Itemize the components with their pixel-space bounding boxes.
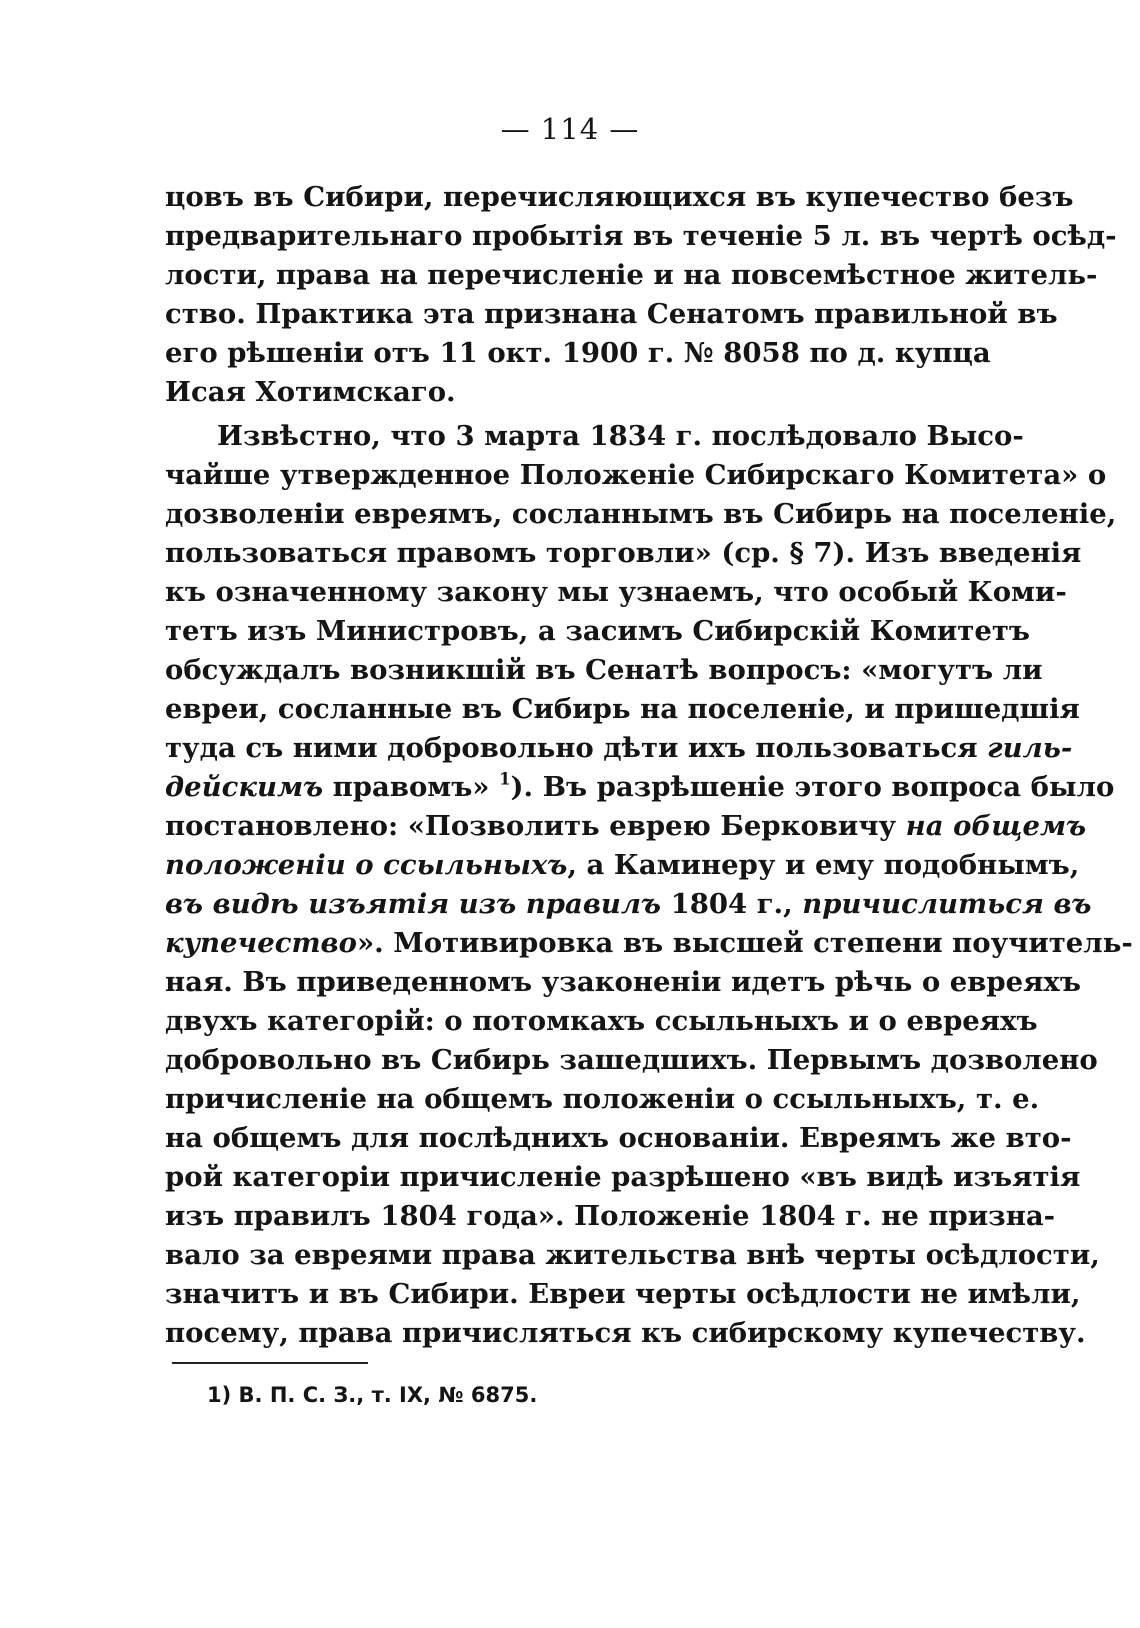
text-run: ). Въ разрѣшеніе этого вопроса было <box>510 771 1115 803</box>
text-line: Исая Хотимскаго. <box>165 376 456 408</box>
italic-text: въ видѣ изъятія изъ правилъ <box>165 888 662 920</box>
text-line: Извѣстно, что 3 марта 1834 г. послѣдовало Высо- <box>217 420 1024 452</box>
footnote-text: В. П. С. З., т. IX, № 6875. <box>238 1383 538 1407</box>
footnote <box>207 1383 537 1407</box>
footnote-ref[interactable]: 1 <box>499 769 511 789</box>
text-line: ство. Практика эта признана Сенатомъ правильной въ <box>165 298 1058 330</box>
italic-text: купечество <box>165 927 357 959</box>
text-line: евреи, сосланные въ Сибирь на поселеніе, и пришедшія <box>165 693 1080 725</box>
text-run: ». Мотивировка въ высшей степени поучитель- <box>356 927 1133 959</box>
text-line <box>165 924 1133 963</box>
text-line: дозволеніи евреямъ, сосланнымъ въ Сибирь на поселеніе, <box>165 498 1117 530</box>
text-line: ная. Въ приведенномъ узаконеніи идетъ рѣчь о евреяхъ <box>165 966 1081 998</box>
text-line: значитъ и въ Сибири. Евреи черты осѣдлости не имѣли, <box>165 1278 1081 1310</box>
italic-text: положеніи о ссыльныхъ <box>165 849 568 881</box>
text-line: лости, права на перечисленіе и на повсемѣстное житель- <box>165 259 1098 291</box>
text-line <box>165 807 1087 846</box>
text-line: предварительнаго пробытія въ теченіе 5 л. въ чертѣ осѣд- <box>165 220 1117 252</box>
text-line: тетъ изъ Министровъ, а засимъ Сибирскій Комитетъ <box>165 615 1030 647</box>
text-line: цовъ въ Сибири, перечисляющихся въ купечество безъ <box>165 181 1074 213</box>
text-run: , а Каминеру и ему подобнымъ, <box>567 849 1080 881</box>
text-line: его рѣшеніи отъ 11 окт. 1900 г. № 8058 по д. купца <box>165 337 991 369</box>
text-line <box>165 885 1092 924</box>
text-line: пользоваться правомъ торговли» (ср. § 7). Изъ введенія <box>165 537 1082 569</box>
text-line: рой категоріи причисленіе разрѣшено «въ видѣ изъятія <box>165 1161 1081 1193</box>
text-line: на общемъ для послѣднихъ основаніи. Евреямъ же вто- <box>165 1122 1072 1154</box>
text-line: къ означенному закону мы узнаемъ, что особый Коми- <box>165 576 1067 608</box>
text-line: двухъ категорій: о потомкахъ ссыльныхъ и о евреяхъ <box>165 1005 1038 1037</box>
text-line: причисленіе на общемъ положеніи о ссыльныхъ, т. е. <box>165 1083 1040 1115</box>
body-text <box>165 178 1133 1353</box>
text-line <box>165 846 1080 885</box>
italic-text: дейскимъ <box>165 771 324 803</box>
text-run: постановлено: «Позволить еврею Берковичу <box>165 810 906 842</box>
italic-text: гиль- <box>987 732 1073 764</box>
text-line: изъ правилъ 1804 года». Положеніе 1804 г. не призна- <box>165 1200 1056 1232</box>
text-line: обсуждалъ возникшій въ Сенатѣ вопросъ: «могутъ ли <box>165 654 1043 686</box>
text-line: вало за евреями права жительства внѣ черты осѣдлости, <box>165 1239 1100 1271</box>
text-line: добровольно въ Сибирь зашедшихъ. Первымъ дозволено <box>165 1044 1098 1076</box>
italic-text: причислиться въ <box>802 888 1092 920</box>
text-run: правомъ» <box>323 771 500 803</box>
text-line <box>165 768 1115 807</box>
footnote-marker: 1) <box>207 1383 232 1407</box>
text-run: туда съ ними добровольно дѣти ихъ пользоваться <box>165 732 988 764</box>
page-number: — 114 — <box>500 112 640 146</box>
text-run: 1804 г., <box>661 888 803 920</box>
text-line <box>165 729 1073 768</box>
text-line: чайше утвержденное Положеніе Сибирскаго Комитета» о <box>165 459 1107 491</box>
footnote-divider <box>172 1362 368 1364</box>
italic-text: на общемъ <box>905 810 1087 842</box>
text-line: посему, права причисляться къ сибирскому купечеству. <box>165 1317 1086 1349</box>
